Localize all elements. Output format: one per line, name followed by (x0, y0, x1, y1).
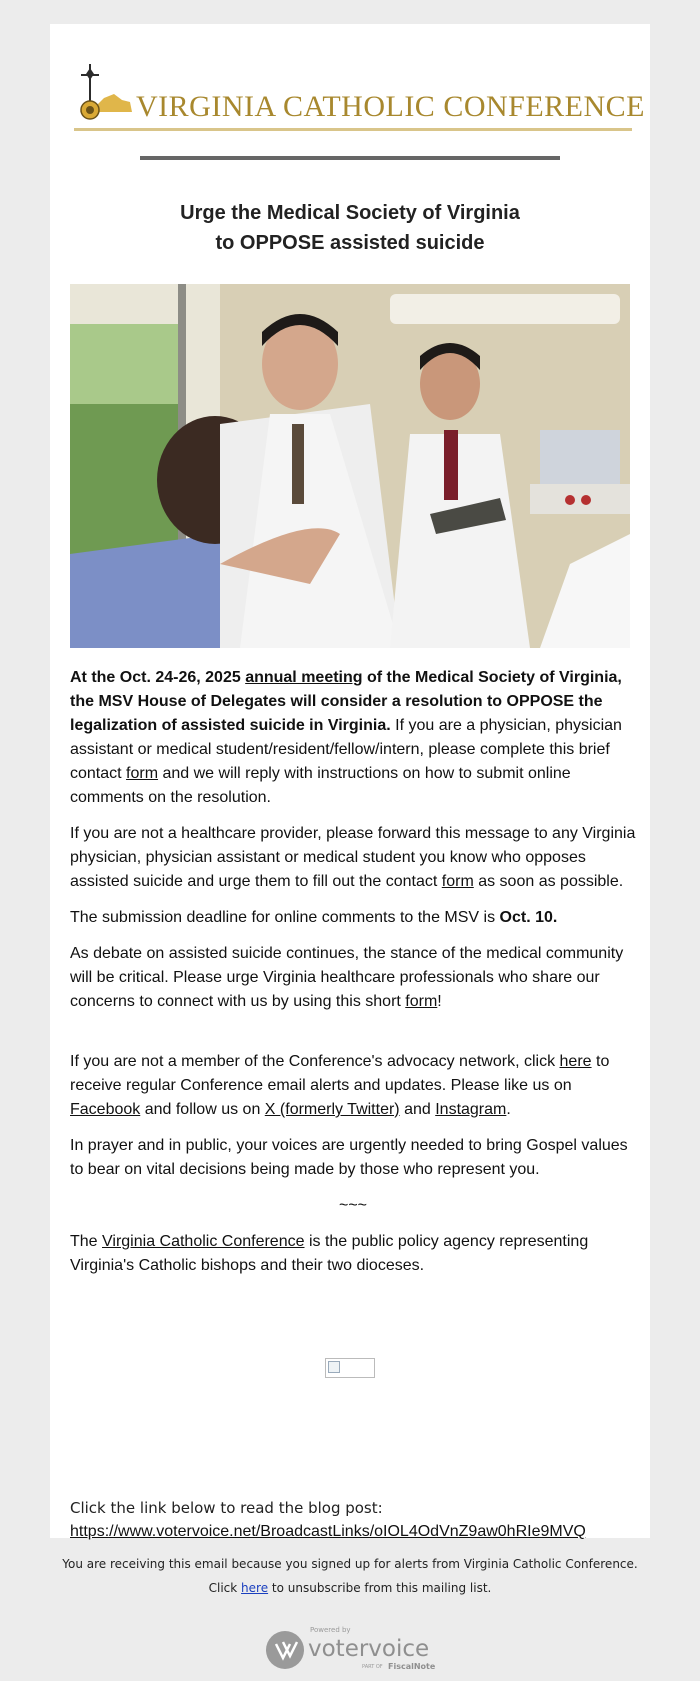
meeting-text: If you are a physician, physician assistant or medical student/resident/fellow/intern, please complete this brief contact (70, 717, 622, 782)
deadline-text: The submission deadline for online comments to the MSV is (70, 909, 500, 926)
votervoice-brand: votervoice (308, 1636, 430, 1662)
network-text: If you are not a member of the Conference's advocacy network, click (70, 1053, 560, 1070)
logo-underline (74, 128, 632, 131)
signup-here-link[interactable]: here (559, 1053, 592, 1070)
paragraph-network (70, 1050, 636, 1122)
network-text-2: to receive regular Conference email alerts and updates. Please like us on (70, 1053, 610, 1094)
powered-by-votervoice[interactable] (264, 1624, 436, 1672)
vcc-website-link[interactable]: Virginia Catholic Conference (102, 1233, 305, 1250)
paragraph-prayer: In prayer and in public, your voices are urgently needed to bring Gospel values to bear on vital decisions being made by those who represent you. (70, 1137, 628, 1178)
meeting-text-end: and we will reply with instructions on how to submit online comments on the resolution. (70, 765, 571, 806)
annual-meeting-link[interactable]: annual meeting (245, 669, 363, 686)
virginia-map-cross-icon (70, 60, 140, 126)
network-text-4: and (399, 1101, 436, 1118)
brand-name: VIRGINIA CATHOLIC CONFERENCE (136, 90, 645, 123)
doctors-with-patient-photo (70, 284, 630, 648)
debate-text: As debate on assisted suicide continues, the stance of the medical community will be critical. Please urge Virginia healthcare professionals who share our concerns to connect with us by using this short (70, 945, 624, 1010)
email-footer (0, 1552, 700, 1600)
fiscalnote-brand: FiscalNote (388, 1662, 436, 1671)
network-text-end: . (506, 1101, 511, 1118)
paragraph-meeting (70, 666, 636, 810)
contact-form-link-2[interactable]: form (441, 873, 474, 890)
meeting-bold-resolution: of the Medical Society of Virginia, the MSV House of Delegates will consider a resolution to OPPOSE the legalization of assisted suicide in Virginia. (70, 669, 622, 734)
paragraph-about (70, 1230, 636, 1278)
debate-text-end: ! (437, 993, 442, 1010)
deadline-date: Oct. 10. (499, 909, 558, 926)
instagram-link[interactable]: Instagram (435, 1101, 507, 1118)
network-text-3: and follow us on (140, 1101, 265, 1118)
paragraph-forward (70, 822, 636, 894)
broken-image-icon (325, 1358, 375, 1378)
vcc-logo[interactable] (70, 60, 645, 130)
tilde-separator: ~~~ (338, 1197, 368, 1214)
spacer (70, 1026, 636, 1050)
footer-unsubscribe (0, 1576, 700, 1600)
headline-line-1: Urge the Medical Society of Virginia (180, 202, 520, 224)
contact-form-link-3[interactable]: form (405, 993, 438, 1010)
message-body (70, 666, 636, 1290)
facebook-link[interactable]: Facebook (70, 1101, 141, 1118)
header-divider (140, 156, 560, 160)
about-text-end: is the public policy agency representing Virginia's Catholic bishops and their two dioceses. (70, 1233, 589, 1274)
headline (90, 198, 610, 258)
forward-text: If you are not a healthcare provider, please forward this message to any Virginia physician, physician assistant or medical student you know who opposes assisted suicide and urge them to fill out the contact (70, 825, 636, 890)
paragraph-deadline (70, 906, 636, 930)
footer-signup-notice: You are receiving this email because you signed up for alerts from Virginia Catholic Conference. (62, 1557, 638, 1571)
blog-post-link[interactable]: https://www.votervoice.net/BroadcastLinks/oIOL4OdVnZ9aw0hRIe9MVQ (70, 1523, 586, 1540)
email-card (50, 24, 650, 1538)
paragraph-debate (70, 942, 636, 1014)
unsubscribe-link[interactable]: here (241, 1581, 269, 1595)
contact-form-link-1[interactable]: form (126, 765, 159, 782)
headline-line-2: to OPPOSE assisted suicide (215, 232, 485, 254)
about-text: The (70, 1233, 103, 1250)
powered-by-label: Powered by (310, 1626, 351, 1634)
x-twitter-link[interactable]: X (formerly Twitter) (264, 1101, 400, 1118)
blog-label: Click the link below to read the blog post: (70, 1499, 383, 1517)
forward-text-end: as soon as possible. (473, 873, 624, 890)
unsubscribe-text-end: to unsubscribe from this mailing list. (268, 1581, 492, 1595)
blog-section (70, 1496, 636, 1544)
meeting-bold-lead: At the Oct. 24-26, 2025 (70, 669, 246, 686)
part-of-label: PART OF (362, 1664, 383, 1670)
votervoice-logo-icon (264, 1624, 436, 1672)
unsubscribe-text: Click (208, 1581, 242, 1595)
